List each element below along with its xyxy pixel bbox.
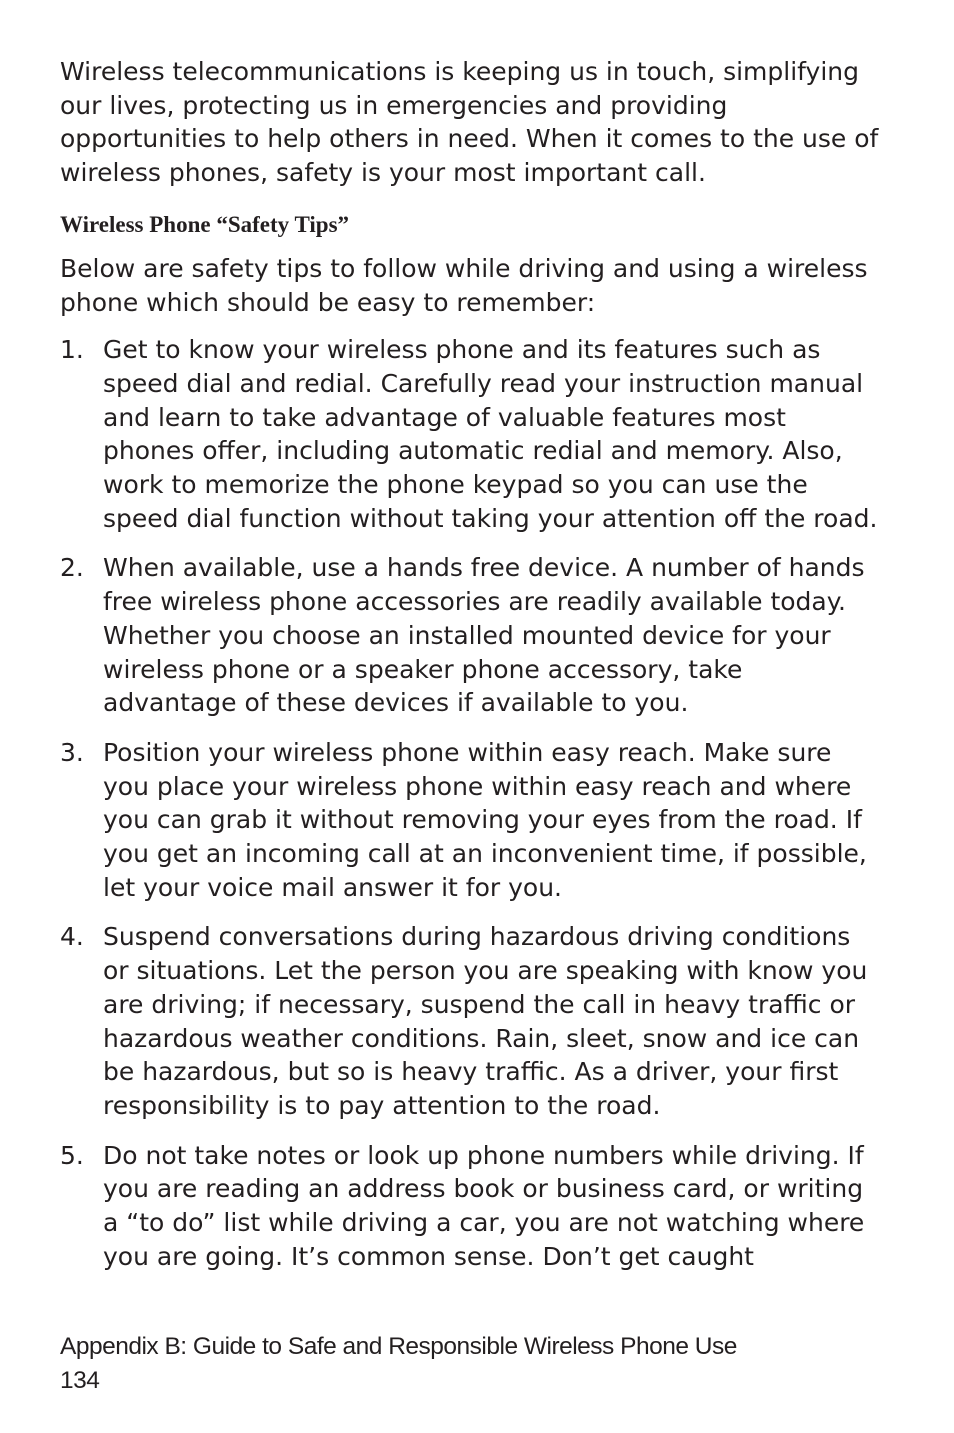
page-footer	[60, 1330, 737, 1398]
list-item-number: 5.	[60, 1140, 84, 1170]
list-item	[60, 551, 880, 720]
list-item	[60, 1139, 880, 1274]
list-item-text: Get to know your wireless phone and its features such as speed dial and redial. Carefully read your instruction manual and learn to take advantage of valuable features most phones offer, including automatic redial and memory. Also, work to memorize the phone keypad so you can use the speed dial function without taking your attention off the road.	[103, 335, 878, 533]
lead-paragraph: Below are safety tips to follow while driving and using a wireless phone which should be easy to remember:	[60, 253, 868, 317]
list-item-number: 3.	[60, 737, 84, 767]
section-heading: Wireless Phone “Safety Tips”	[60, 211, 350, 237]
page-number: 134	[60, 1367, 100, 1394]
list-item-text: When available, use a hands free device. A number of hands free wireless phone accessories are readily available today. Whether you choose an installed mounted device for your wireless phone or a speaker phone accessory, take advantage of these devices if available to you.	[103, 553, 865, 718]
list-item-text: Position your wireless phone within easy reach. Make sure you place your wireless phone within easy reach and where you can grab it without removing your eyes from the road. If you get an incoming call at an inconvenient time, if possible, let your voice mail answer it for you.	[103, 737, 867, 902]
list-item-text: Do not take notes or look up phone numbers while driving. If you are reading an address book or business card, or writing a “to do” list while driving a car, you are not watching where you are going. It’s common sense. Don’t get caught	[103, 1140, 865, 1271]
list-item	[60, 736, 880, 905]
intro-paragraph: Wireless telecommunications is keeping us in touch, simplifying our lives, protecting us in emergencies and providing opportunities to help others in need. When it comes to the use of wireless phones, safety is your most important call.	[60, 57, 879, 188]
safety-tips-list	[60, 333, 880, 1273]
list-item-number: 2.	[60, 553, 84, 583]
list-item-number: 4.	[60, 922, 84, 952]
list-item-number: 1.	[60, 335, 84, 365]
list-item	[60, 333, 880, 535]
list-item	[60, 920, 880, 1122]
list-item-text: Suspend conversations during hazardous driving conditions or situations. Let the person you are speaking with know you are driving; if necessary, suspend the call in heavy traffic or hazardous weather conditions. Rain, sleet, snow and ice can be hazardous, but so is heavy traffic. As a driver, your first responsibility is to pay attention to the road.	[103, 922, 868, 1120]
footer-section-title: Appendix B: Guide to Safe and Responsible Wireless Phone Use	[60, 1333, 737, 1360]
page-content	[60, 55, 880, 1290]
